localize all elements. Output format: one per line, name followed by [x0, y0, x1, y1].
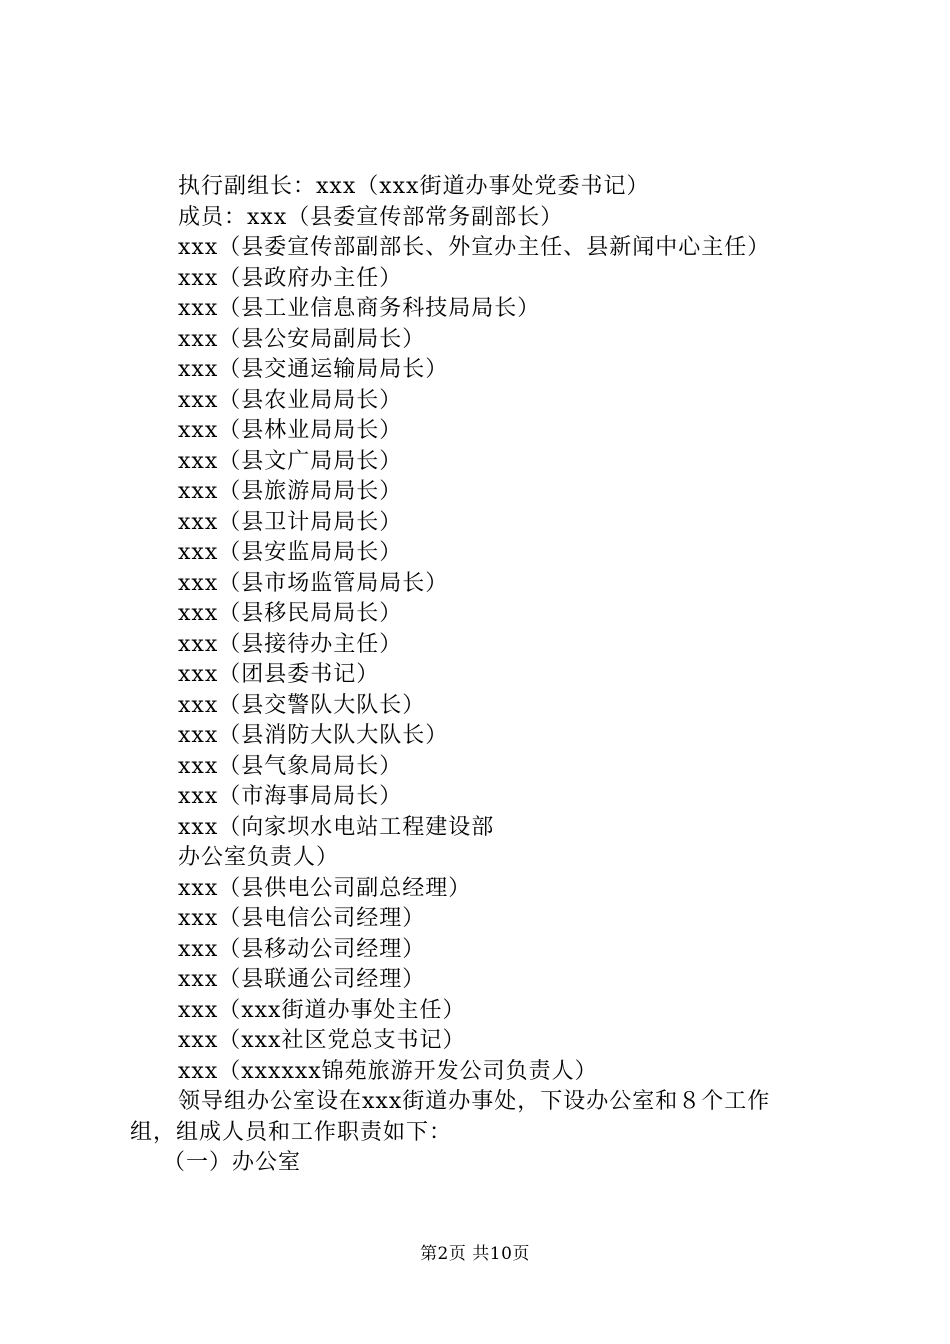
document-body — [0, 172, 950, 1179]
text-line: xxx（县委宣传部副部长、外宣办主任、县新闻中心主任） — [178, 235, 771, 260]
text-line: xxx（市海事局局长） — [178, 784, 403, 809]
text-line: xxx（县供电公司副总经理） — [178, 875, 472, 901]
text-line: xxx（xxxxxx锦苑旅游开发公司负责人） — [178, 1058, 598, 1084]
text-line: xxx（县工业信息商务科技局局长） — [178, 296, 541, 321]
text-line: xxx（县接待办主任） — [178, 631, 403, 657]
text-line: xxx（县文广局局长） — [178, 448, 403, 474]
text-line: xxx（县交警队大队长） — [178, 692, 426, 718]
text-line: xxx（县安监局局长） — [178, 540, 403, 565]
text-line: xxx（县公安局副局长） — [178, 326, 426, 352]
text-line: xxx（县卫计局局长） — [178, 509, 403, 535]
text-line: xxx（县林业局局长） — [178, 418, 403, 443]
text-line: xxx（县市场监管局局长） — [178, 570, 449, 596]
text-line: xxx（县联通公司经理） — [178, 967, 426, 992]
text-line: xxx（xxx社区党总支书记） — [178, 1028, 466, 1053]
text-line: xxx（向家坝水电站工程建设部 — [178, 814, 495, 840]
text-line: 领导组办公室设在xxx街道办事处，下设办公室和８个工作 — [178, 1089, 771, 1114]
text-line: xxx（县气象局局长） — [178, 753, 403, 779]
text-line: （一）办公室 — [163, 1150, 302, 1175]
text-line: xxx（县移民局局长） — [178, 601, 403, 626]
text-line: 成员：xxx（县委宣传部常务副部长） — [178, 204, 564, 230]
text-line: xxx（县移动公司经理） — [178, 936, 426, 962]
text-line: xxx（xxx街道办事处主任） — [178, 997, 466, 1023]
text-line: xxx（县旅游局局长） — [178, 479, 403, 504]
text-line: xxx（县交通运输局局长） — [178, 357, 449, 382]
text-line: xxx（团县委书记） — [178, 662, 380, 687]
page-footer: 第2页 共10页 — [420, 1244, 530, 1264]
text-line: 办公室负责人） — [178, 845, 340, 870]
text-line: xxx（县消防大队大队长） — [178, 723, 449, 748]
text-line: xxx（县农业局局长） — [178, 387, 403, 413]
text-line: 执行副组长：xxx（xxx街道办事处党委书记） — [178, 174, 650, 199]
text-line: 组，组成人员和工作职责如下： — [130, 1119, 453, 1145]
text-line: xxx（县电信公司经理） — [178, 906, 426, 931]
text-line: xxx（县政府办主任） — [178, 265, 403, 291]
